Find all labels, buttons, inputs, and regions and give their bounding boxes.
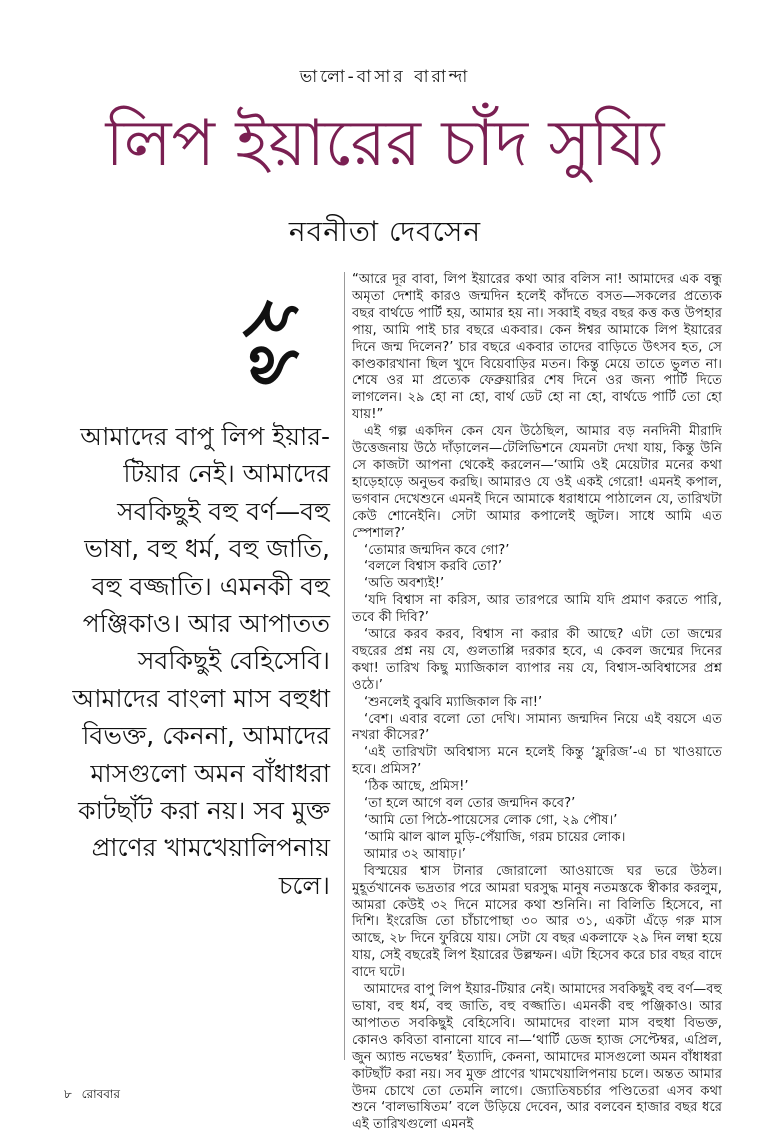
- column-divider: [344, 272, 345, 1060]
- body-paragraph: ‘আরে করব করব, বিশ্বাস না করার কী আছে? এটা তো জন্মের বছরের প্রশ্ন নয় যে, গুলতাপ্পি দরকার হবে, এ কেবল জন্মের দিনের কথা! তারিখ কিছু ম্যাজিকাল ব্যাপার নয় যে, বিশ্বাস-অবিশ্বাসের প্রশ্ন ওঠে।’: [352, 627, 722, 693]
- body-paragraph: ‘এই তারিখটা অবিশ্বাস্য মনে হলেই কিন্তু ‘ফ্লুরিজ’-এ চা খাওয়াতে হবে। প্রমিস?’: [352, 745, 722, 778]
- body-paragraph: এই গল্প একদিন কেন যেন উঠেছিল, আমার বড় ননদিনী মীরাদি উত্তেজনায় উঠে দাঁড়ালেন—টেলিভিশনে যেমনটা দেখা যায়, কিন্তু উনি সে কাজটা আপনা থেকেই করলেন—‘আমি ওই মেয়েটার মনের কথা হাড়েহাড়ে অনুভব করছি। আমারও যে ওই একই গেরো! এমনই কপাল, ভগবান দেখেশুনে এমনই দিনে আমাকে ধরাধামে পাঠালেন যে, তারিখটা কেউ শোনেইনি। সেটা আমার কপালেই জুটল। সাধে আমি এত স্পেশাল?’: [352, 424, 722, 541]
- body-paragraph: ‘অতি অবশ্যই!’: [364, 576, 445, 592]
- issue-number: ২৯: [234, 295, 318, 389]
- body-paragraph: বিস্ময়ের শ্বাস টানার জোরালো আওয়াজে ঘর ভরে উঠল। মুহূর্তখানেক ভদ্রতার পরে আমরা ঘরসুদ্ধ মানুষ নতমস্তকে স্বীকার করলুম, আমরা কেউই ৩২ দিনে মাসের কথা শুনিনি। না বিলিতি হিসেবে, না দিশি। ইংরেজি তো চাঁচাপোছা ৩০ আর ৩১, একটা এঁড়ে গরু মাস আছে, ২৮ দিনে ফুরিয়ে যায়। সেটা যে বছর একলাফে ২৯ দিন লম্বা হয়ে যায়, সেই বছরেই লিপ ইয়ারের উল্লম্ফন। এটা হিসেব করে চার বছর বাদে বাদে ঘটে।: [352, 863, 722, 981]
- author-name: নবনীতা দেবসেন: [288, 215, 482, 248]
- body-paragraph: ‘আমি ঝাল ঝাল মুড়ি-পেঁয়াজি, গরম চায়ের লোক।: [364, 829, 626, 845]
- body-paragraph: ‘আমি তো পিঠে-পায়েসের লোক গো, ২৯ পৌষ।’: [364, 813, 618, 828]
- body-paragraph: ‘যদি বিশ্বাস না করিস, আর তারপরে আমি যদি প্রমাণ করতে পারি, তবে কী দিবি?’: [352, 593, 722, 626]
- series-title: ভালো-বাসার বারান্দা: [299, 67, 471, 87]
- pull-quote: আমাদের বাপু লিপ ইয়ার-টিয়ার নেই। আমাদের সবকিছুই বহু বর্ণ—বহু ভাষা, বহু ধর্ম, বহু জাতি, বহু বজ্জাতি। এমনকী বহু পঞ্জিকাও। আর আপাতত সবকিছুই বেহিসেবি। আমাদের বাংলা মাস বহুধা বিভক্ত, কেননা, আমাদের মাসগুলো অমন বাঁধাধরা কাটছাঁট করা নয়। সব মুক্ত প্রাণের খামখেয়ালিপনায় চলে।: [72, 422, 330, 900]
- headline: লিপ ইয়ারের চাঁদ সুয্যি: [105, 107, 665, 181]
- body-paragraph: ‘বললে বিশ্বাস করবি তো?’: [364, 559, 503, 575]
- body-paragraph: আমার ৩২ আষাঢ়।’: [364, 846, 466, 862]
- body-paragraph: “আরে দূর বাবা, লিপ ইয়ারের কথা আর বলিস না! আমাদের এক বন্ধু অমৃতা দেশাই কারও জন্মদিন হলেই কাঁদতে বসত—সকলের প্রত্যেক বছর বার্থডে পার্টি হয়, আমার হয় না। সব্বাই বছর বছর কত্ত কত্ত উপহার পায়, আমি পাই চার বছরে একবার। কেন ঈশ্বর আমাকে লিপ ইয়ারের দিনে জন্ম দিলেন?’ চার বছরে একবার তাদের বাড়িতে উৎসব হত, সে কাণ্ডকারখানা ছিল খুদে বিয়েবাড়ির মতন। কিন্তু মেয়ে তাতে ভুলত না। শেষে ওর মা প্রত্যেক ফেব্রুয়ারির শেষ দিনে ওর জন্য পার্টি দিতে লাগলেন। ২৯ হো না হো, বার্থ ডেট হো না হো, বার্থডে পার্টি তো হো যায়!”: [352, 272, 722, 423]
- body-paragraph: আমাদের বাপু লিপ ইয়ার-টিয়ার নেই। আমাদের সবকিছুই বহু বর্ণ—বহু ভাষা, বহু ধর্ম, বহু জাতি, বহু বজ্জাতি। এমনকী বহু পঞ্জিকাও। আর আপাতত সবকিছুই বেহিসেবি। আমাদের বাংলা মাস বহুধা বিভক্ত, কোনও কবিতা বানানো যাবে না—‘থার্টি ডেজ হ্যাজ সেপ্টেম্বর, এপ্রিল, জুন অ্যান্ড নভেম্বর’ ইত্যাদি, কেননা, আমাদের মাসগুলো অমন বাঁধাধরা কাটছাঁট করা নয়। সব মুক্ত প্রাণের খামখেয়ালিপনায় চলে। অন্তত আমার উদম চোখে তো তেমনি লাগে। জ্যোতিষচর্চার পণ্ডিতেরা এসব কথা শুনে ‘বালভাষিতম’ বলে উড়িয়ে দেবেন, আর বলবেন হাজার বছর ধরে এই তারিখগুলো এমনই: [352, 982, 722, 1133]
- body-paragraph: ‘তোমার জন্মদিন কবে গো?’: [364, 542, 510, 558]
- body-paragraph: ‘শুনলেই বুঝবি ম্যাজিকাল কি না!’: [364, 694, 543, 710]
- section-name: রোববার: [81, 1087, 121, 1101]
- page-number: ৮: [64, 1087, 72, 1101]
- page-footer: [64, 1086, 126, 1106]
- body-paragraph: ‘তা হলে আগে বল তোর জন্মদিন কবে?’: [364, 796, 576, 812]
- body-paragraph: ‘ঠিক আছে, প্রমিস!’: [364, 779, 469, 795]
- article-body: [352, 272, 722, 1134]
- body-paragraph: ‘বেশ। এবার বলো তো দেখি। সামান্য জন্মদিন নিয়ে এই বয়সে এত নখরা কীসের?’: [352, 711, 722, 744]
